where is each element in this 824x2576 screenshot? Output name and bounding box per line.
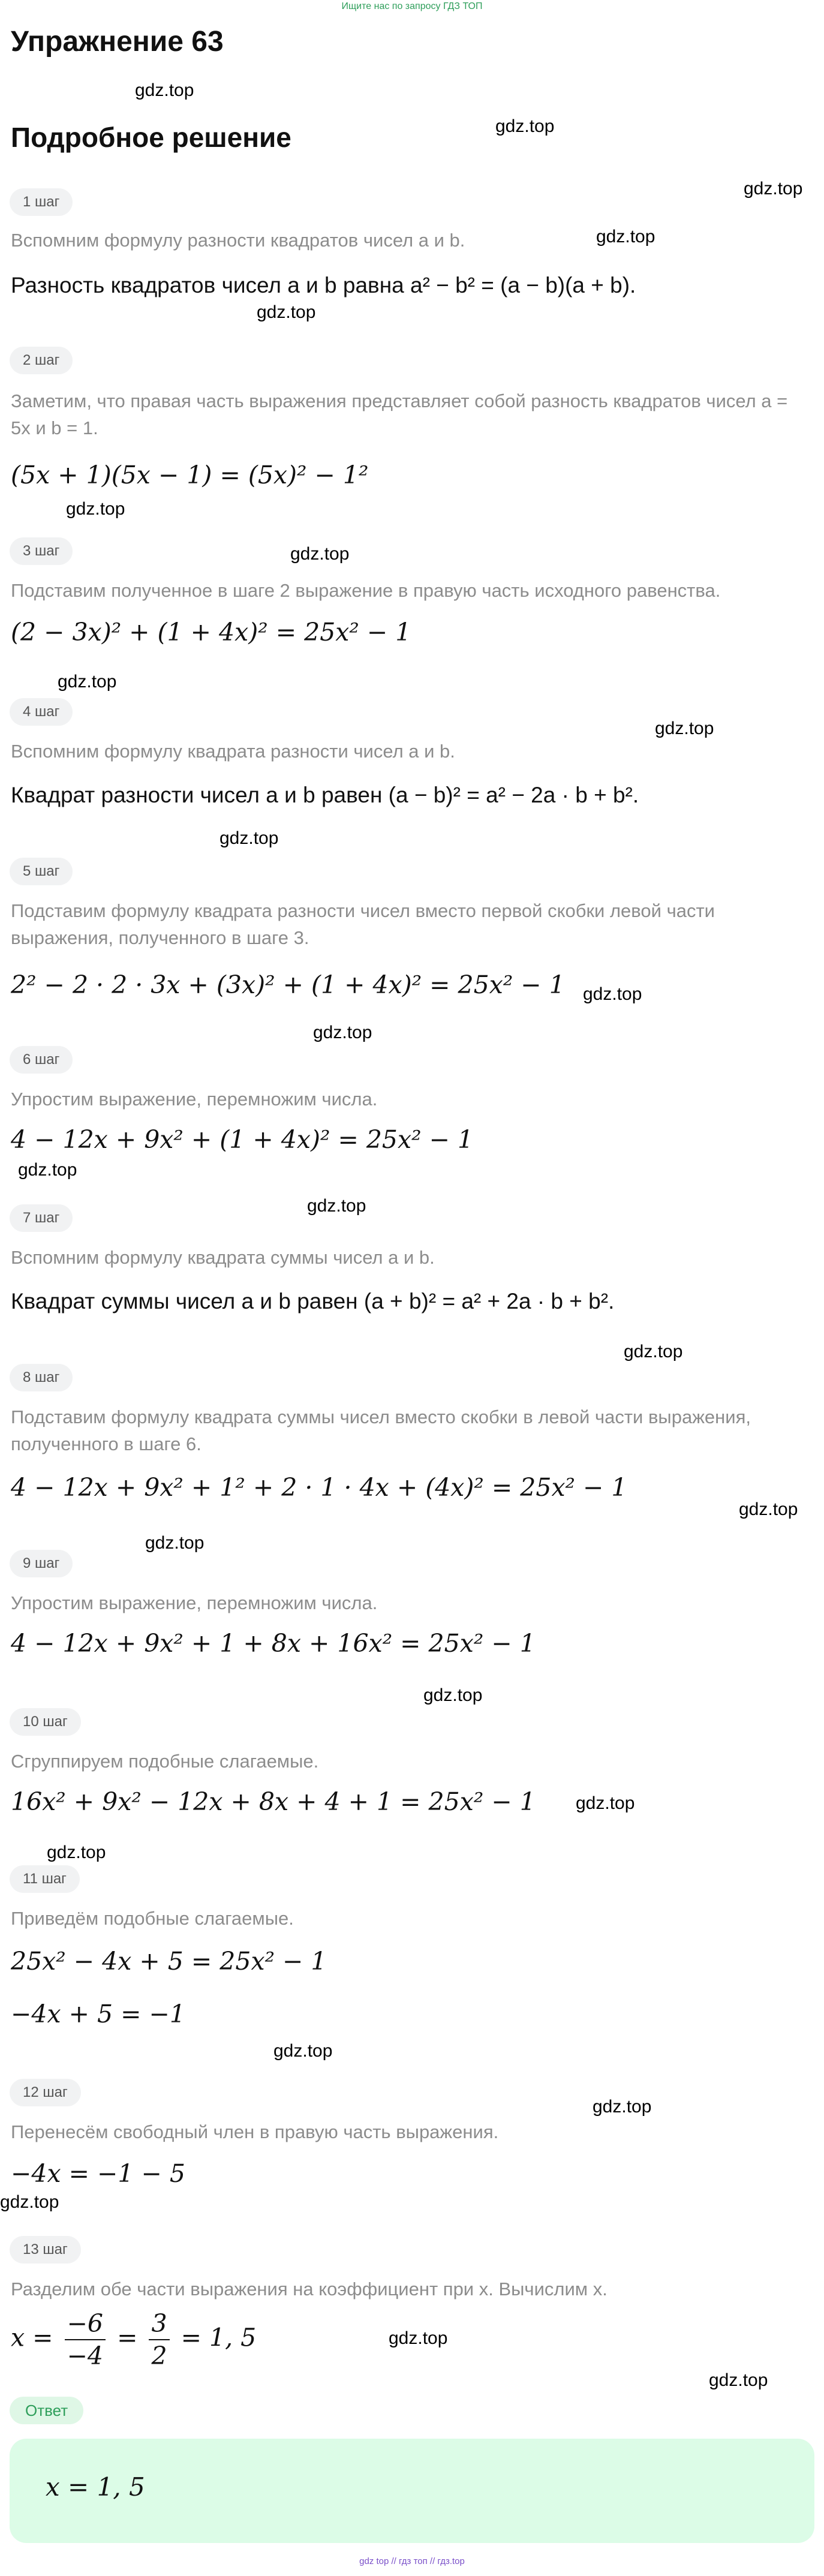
step-badge: 8 шаг bbox=[10, 1364, 73, 1391]
step-badge: 1 шаг bbox=[10, 188, 73, 216]
step-text: Подставим полученное в шаге 2 выражение в правую часть исходного равенства. bbox=[11, 580, 721, 601]
answer-badge: Ответ bbox=[10, 2397, 83, 2424]
section-title: Подробное решение bbox=[11, 122, 291, 153]
step-badge: 10 шаг bbox=[10, 1708, 81, 1736]
math-expression bbox=[11, 2308, 256, 2371]
math-expression: −4x = −1 − 5 bbox=[11, 2159, 185, 2188]
math-expression: 16x² + 9x² − 12x + 8x + 4 + 1 = 25x² − 1 bbox=[11, 1787, 536, 1816]
math-expression: 4 − 12x + 9x² + 1² + 2 · 1 · 4x + (4x)² = 25x² − 1 bbox=[11, 1473, 627, 1502]
fraction-numerator: 3 bbox=[149, 2308, 169, 2340]
formula-rule: Квадрат разности чисел a и b равен (a − b)² = a² − 2a · b + b². bbox=[11, 783, 639, 807]
math-rhs: = 1, 5 bbox=[181, 2323, 257, 2352]
fraction-denominator: 2 bbox=[151, 2341, 167, 2370]
watermark: gdz.top bbox=[66, 499, 125, 519]
watermark: gdz.top bbox=[145, 1533, 205, 1553]
fraction bbox=[65, 2308, 106, 2371]
step-badge: 9 шаг bbox=[10, 1550, 73, 1577]
step-text: Вспомним формулу квадрата суммы чисел a и b. bbox=[11, 1247, 435, 1268]
formula-rule: Квадрат суммы чисел a и b равен (a + b)² = a² + 2a · b + b². bbox=[11, 1289, 615, 1313]
watermark: gdz.top bbox=[596, 227, 655, 247]
watermark: gdz.top bbox=[47, 1842, 106, 1862]
math-expression: (5x + 1)(5x − 1) = (5x)² − 1² bbox=[11, 461, 369, 489]
watermark: gdz.top bbox=[58, 672, 117, 692]
step-text: Сгруппируем подобные слагаемые. bbox=[11, 1751, 319, 1772]
formula-rule: Разность квадратов чисел a и b равна a² − b² = (a − b)(a + b). bbox=[11, 273, 636, 297]
watermark: gdz.top bbox=[307, 1196, 366, 1216]
math-expression: 4 − 12x + 9x² + (1 + 4x)² = 25x² − 1 bbox=[11, 1125, 474, 1154]
step-badge: 11 шаг bbox=[10, 1865, 80, 1893]
bottom-banner-link[interactable]: gdz top // гдз топ // гдз.top bbox=[359, 2556, 465, 2566]
watermark: gdz.top bbox=[744, 179, 803, 199]
watermark: gdz.top bbox=[423, 1685, 483, 1705]
watermark: gdz.top bbox=[290, 544, 350, 564]
step-text: Разделим обе части выражения на коэффициент при x. Вычислим x. bbox=[11, 2279, 608, 2300]
math-lhs: x = bbox=[11, 2323, 53, 2352]
step-badge: 3 шаг bbox=[10, 537, 73, 565]
page-title: Упражнение 63 bbox=[11, 26, 224, 58]
step-text: Подставим формулу квадрата разности чисел вместо первой скобки левой части выражения, полученного в шаге 3. bbox=[11, 900, 715, 948]
math-expression: −4x + 5 = −1 bbox=[11, 2000, 185, 2028]
watermark: gdz.top bbox=[709, 2370, 768, 2390]
answer-expression: x = 1, 5 bbox=[46, 2472, 145, 2502]
math-expression: 2² − 2 · 2 · 3x + (3x)² + (1 + 4x)² = 25x² − 1 bbox=[11, 970, 565, 999]
watermark: gdz.top bbox=[219, 828, 279, 848]
step-badge: 4 шаг bbox=[10, 698, 73, 726]
math-expression: (2 − 3x)² + (1 + 4x)² = 25x² − 1 bbox=[11, 618, 411, 647]
step-badge: 7 шаг bbox=[10, 1204, 73, 1232]
step-badge: 12 шаг bbox=[10, 2079, 81, 2106]
watermark: gdz.top bbox=[583, 984, 642, 1004]
step-text: Вспомним формулу разности квадратов чисел a и b. bbox=[11, 230, 465, 251]
top-banner-link[interactable]: Ищите нас по запросу ГДЗ ТОП bbox=[341, 1, 483, 11]
step-text: Упростим выражение, перемножим числа. bbox=[11, 1089, 378, 1110]
watermark: gdz.top bbox=[655, 719, 714, 738]
watermark: gdz.top bbox=[495, 116, 555, 136]
equals-sign: = bbox=[117, 2323, 138, 2352]
step-badge: 6 шаг bbox=[10, 1046, 73, 1074]
step-text: Заметим, что правая часть выражения представляет собой разность квадратов чисел a = 5x и b = 1. bbox=[11, 390, 788, 438]
watermark: gdz.top bbox=[135, 80, 194, 100]
step-badge: 5 шаг bbox=[10, 858, 73, 885]
math-expression: 4 − 12x + 9x² + 1 + 8x + 16x² = 25x² − 1 bbox=[11, 1629, 536, 1658]
watermark: gdz.top bbox=[593, 2097, 652, 2117]
step-text: Упростим выражение, перемножим числа. bbox=[11, 1592, 378, 1613]
watermark: gdz.top bbox=[389, 2328, 448, 2348]
fraction-denominator: −4 bbox=[67, 2341, 104, 2370]
watermark: gdz.top bbox=[257, 302, 316, 322]
watermark: gdz.top bbox=[273, 2041, 333, 2061]
answer-box bbox=[10, 2439, 814, 2543]
watermark: gdz.top bbox=[576, 1793, 635, 1813]
step-badge: 2 шаг bbox=[10, 347, 73, 374]
fraction-numerator: −6 bbox=[65, 2308, 106, 2340]
fraction bbox=[149, 2308, 169, 2371]
watermark: gdz.top bbox=[313, 1023, 372, 1042]
step-text: Перенесём свободный член в правую часть выражения. bbox=[11, 2121, 499, 2142]
watermark: gdz.top bbox=[739, 1499, 798, 1519]
step-text: Приведём подобные слагаемые. bbox=[11, 1908, 294, 1929]
watermark: gdz.top bbox=[0, 2192, 59, 2212]
watermark: gdz.top bbox=[624, 1342, 683, 1361]
step-text: Вспомним формулу квадрата разности чисел a и b. bbox=[11, 741, 455, 762]
step-badge: 13 шаг bbox=[10, 2236, 81, 2264]
step-text: Подставим формулу квадрата суммы чисел вместо скобки в левой части выражения, полученного в шаге 6. bbox=[11, 1406, 751, 1454]
watermark: gdz.top bbox=[18, 1160, 77, 1180]
math-expression: 25x² − 4x + 5 = 25x² − 1 bbox=[11, 1947, 327, 1976]
